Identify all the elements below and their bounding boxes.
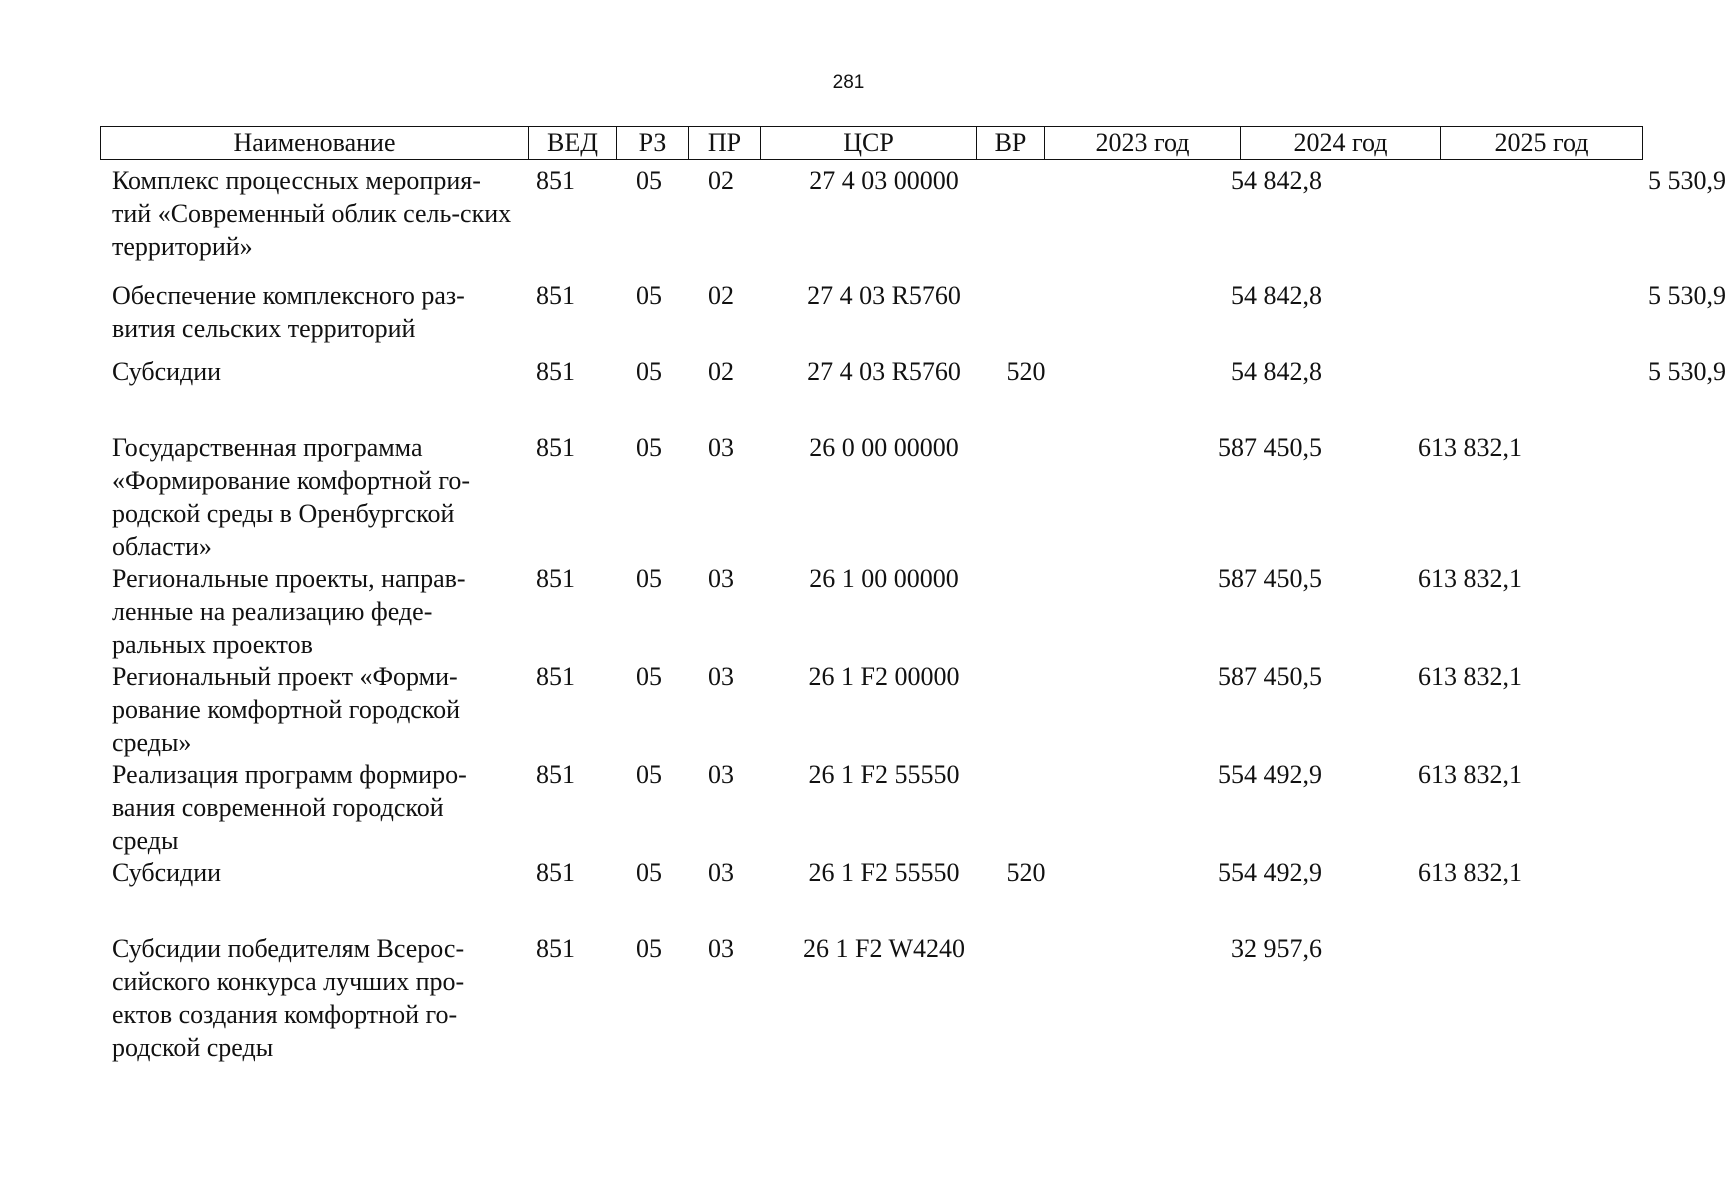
- table-row: [100, 355, 1726, 431]
- row-csr: 26 1 F2 00000: [808, 662, 960, 691]
- row-csr: 26 0 00 00000: [809, 433, 959, 462]
- column-header-rz: РЗ: [617, 127, 689, 160]
- row-name: Реализация программ формиро-вания современной городской среды: [112, 760, 467, 855]
- row-2023: 54 842,8: [1231, 357, 1322, 386]
- table-row: [100, 562, 1638, 660]
- column-header-2025: 2025 год: [1441, 127, 1643, 160]
- table-row: [100, 758, 1638, 856]
- row-rz: 05: [636, 357, 662, 386]
- row-pr: 03: [708, 662, 734, 691]
- row-rz: 05: [636, 934, 662, 963]
- row-rz: 05: [636, 564, 662, 593]
- table-row: [100, 660, 1638, 758]
- row-csr: 27 4 03 R5760: [807, 357, 961, 386]
- row-2025: 5 530,9: [1648, 166, 1726, 195]
- row-rz: 05: [636, 760, 662, 789]
- row-rz: 05: [636, 433, 662, 462]
- page-number: 281: [832, 72, 865, 93]
- column-header-vr: ВР: [977, 127, 1045, 160]
- table-body: [100, 164, 1726, 1067]
- table-row: [100, 856, 1638, 932]
- table-row: [100, 431, 1638, 562]
- row-2025: 5 530,9: [1648, 357, 1726, 386]
- row-pr: 02: [708, 357, 734, 386]
- row-ved: 851: [536, 166, 575, 195]
- table-row: [100, 279, 1726, 355]
- row-name: Региональные проекты, направ-ленные на реализацию феде-ральных проектов: [112, 564, 466, 659]
- row-ved: 851: [536, 934, 575, 963]
- row-pr: 02: [708, 166, 734, 195]
- row-name: Субсидии: [112, 858, 222, 887]
- row-name: Региональный проект «Форми-рование комфортной городской среды»: [112, 662, 461, 757]
- row-rz: 05: [636, 166, 662, 195]
- row-pr: 03: [708, 858, 734, 887]
- row-2024: 613 832,1: [1418, 662, 1522, 691]
- row-csr: 26 1 F2 55550: [808, 858, 960, 887]
- row-2023: 54 842,8: [1231, 166, 1322, 195]
- row-rz: 05: [636, 281, 662, 310]
- row-2023: 54 842,8: [1231, 281, 1322, 310]
- row-name: Комплекс процессных мероприя-тий «Современный облик сель-ских территорий»: [112, 166, 512, 261]
- row-ved: 851: [536, 858, 575, 887]
- row-csr: 26 1 F2 W4240: [802, 934, 966, 963]
- row-2024: 613 832,1: [1418, 760, 1522, 789]
- row-ved: 851: [536, 760, 575, 789]
- column-header-name: Наименование: [101, 127, 529, 160]
- table-header: [100, 126, 1643, 160]
- column-header-2023: 2023 год: [1045, 127, 1241, 160]
- row-2023: 587 450,5: [1218, 564, 1322, 593]
- row-2024: 613 832,1: [1418, 564, 1522, 593]
- row-name: Обеспечение комплексного раз-вития сельских территорий: [112, 281, 465, 343]
- row-name: Субсидии победителям Всерос-сийского конкурса лучших про-ектов создания комфортной го-родской среды: [112, 934, 465, 1062]
- row-pr: 03: [708, 934, 734, 963]
- row-pr: 03: [708, 760, 734, 789]
- row-ved: 851: [536, 281, 575, 310]
- row-ved: 851: [536, 564, 575, 593]
- row-2023: 554 492,9: [1218, 760, 1322, 789]
- row-csr: 27 4 03 00000: [809, 166, 959, 195]
- row-pr: 03: [708, 433, 734, 462]
- column-header-pr: ПР: [689, 127, 761, 160]
- row-2023: 587 450,5: [1218, 662, 1322, 691]
- row-csr: 27 4 03 R5760: [807, 281, 961, 310]
- row-rz: 05: [636, 858, 662, 887]
- column-header-2024: 2024 год: [1241, 127, 1441, 160]
- row-2025: 5 530,9: [1648, 281, 1726, 310]
- row-2024: 613 832,1: [1418, 858, 1522, 887]
- table-row: [100, 164, 1726, 279]
- column-header-ved: ВЕД: [529, 127, 617, 160]
- row-rz: 05: [636, 662, 662, 691]
- column-header-csr: ЦСР: [761, 127, 977, 160]
- row-csr: 26 1 00 00000: [809, 564, 959, 593]
- row-name: Субсидии: [112, 357, 222, 386]
- row-2023: 554 492,9: [1218, 858, 1322, 887]
- row-csr: 26 1 F2 55550: [808, 760, 960, 789]
- row-pr: 03: [708, 564, 734, 593]
- row-ved: 851: [536, 357, 575, 386]
- row-name: Государственная программа «Формирование комфортной го-родской среды в Оренбургской области»: [112, 433, 470, 561]
- table-row: [100, 932, 1638, 1067]
- row-2023: 32 957,6: [1231, 934, 1322, 963]
- row-pr: 02: [708, 281, 734, 310]
- row-2023: 587 450,5: [1218, 433, 1322, 462]
- row-ved: 851: [536, 433, 575, 462]
- row-ved: 851: [536, 662, 575, 691]
- row-vr: 520: [1006, 858, 1046, 887]
- row-vr: 520: [1006, 357, 1046, 386]
- row-2024: 613 832,1: [1418, 433, 1522, 462]
